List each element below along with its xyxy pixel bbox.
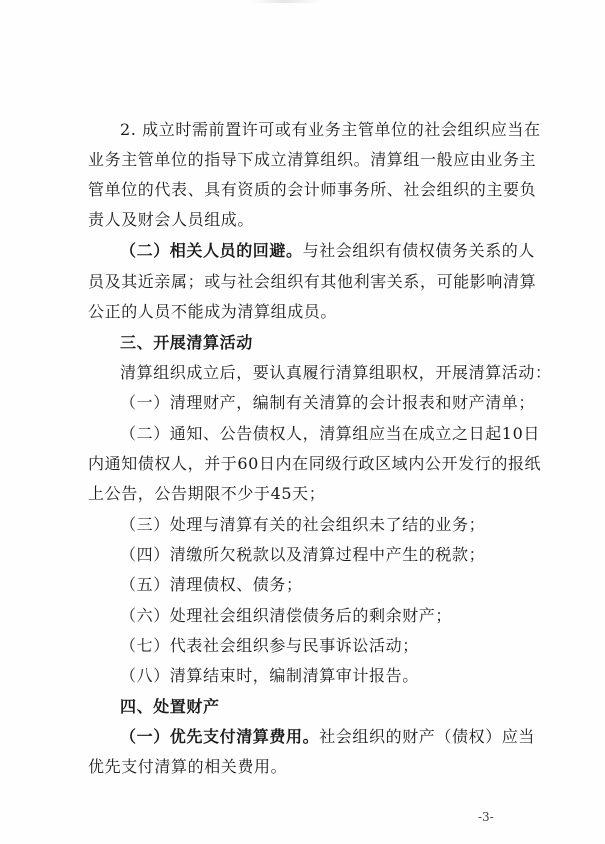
para2-line3: 公正的人员不能成为清算组成员。 [88, 302, 338, 321]
para1-line2: 业务主管单位的指导下成立清算组织。清算组一般应由业务主 [88, 150, 537, 169]
list-item-2-line2: 内通知债权人，并于60日内在同级行政区域内公开发行的报纸 [88, 454, 542, 473]
list-item-5: （五）清理债权、债务； [120, 575, 303, 594]
para4-line1 [120, 727, 535, 747]
section4-heading: 四、处置财产 [120, 697, 220, 716]
scan-artifact [250, 0, 320, 3]
page-number: -3- [478, 810, 494, 824]
list-item-2-line3: 上公告，公告期限不少于45天； [88, 484, 326, 503]
section3-heading: 三、开展清算活动 [120, 333, 253, 352]
para1-line1: 2. 成立时需前置许可或有业务主管单位的社会组织应当在 [120, 120, 541, 139]
para4-line1-rest: 社会组织的财产（债权）应当 [319, 727, 536, 746]
list-item-7: （七）代表社会组织参与民事诉讼活动； [120, 636, 419, 655]
para2-line2: 员及其近亲属；或与社会组织有其他利害关系，可能影响清算 [88, 272, 537, 291]
para4-line2: 优先支付清算的相关费用。 [88, 757, 288, 776]
para1-line4: 责人及财会人员组成。 [88, 210, 255, 229]
para4-bold-lead: （一）优先支付清算费用。 [120, 727, 320, 746]
section3-intro: 清算组织成立后，要认真履行清算组职权，开展清算活动： [120, 363, 552, 382]
list-item-8: （八）清算结束时，编制清算审计报告。 [120, 666, 419, 685]
para2-line1 [120, 241, 535, 261]
para1-line3: 管单位的代表、具有资质的会计师事务所、社会组织的主要负 [88, 180, 537, 199]
list-item-3: （三）处理与清算有关的社会组织未了结的业务； [120, 515, 486, 534]
para2-bold-lead: （二）相关人员的回避。 [120, 241, 303, 260]
list-item-2-line1: （二）通知、公告债权人，清算组应当在成立之日起10日 [120, 424, 540, 443]
list-item-6: （六）处理社会组织清偿债务后的剩余财产； [120, 606, 453, 625]
list-item-1: （一）清理财产，编制有关清算的会计报表和财产清单； [120, 393, 536, 412]
para2-line1-rest: 与社会组织有债权债务关系的人 [302, 241, 536, 260]
list-item-4: （四）清缴所欠税款以及清算过程中产生的税款； [120, 545, 486, 564]
